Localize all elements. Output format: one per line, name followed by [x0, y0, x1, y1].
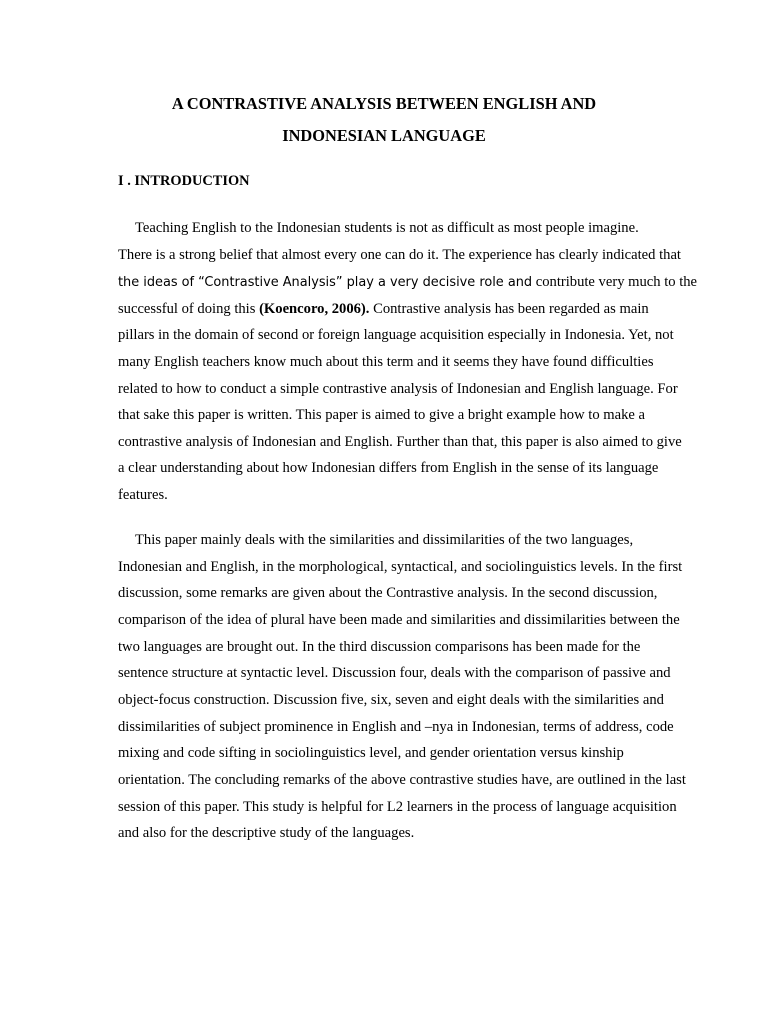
text-line: related to how to conduct a simple contrastive analysis of Indonesian and English language. For: [118, 381, 678, 397]
citation: (Koencoro, 2006).: [259, 301, 370, 317]
text-run: Contrastive analysis has been regarded as main: [369, 301, 649, 317]
text-line: [118, 273, 697, 292]
text-line: and also for the descriptive study of the languages.: [118, 825, 415, 841]
text-line: discussion, some remarks are given about the Contrastive analysis. In the second discussion,: [118, 585, 658, 601]
text-line: features.: [118, 487, 168, 503]
document-title-line-1: A CONTRASTIVE ANALYSIS BETWEEN ENGLISH AND: [171, 94, 597, 113]
text-line: two languages are brought out. In the third discussion comparisons has been made for the: [118, 639, 641, 655]
text-line: contrastive analysis of Indonesian and English. Further than that, this paper is also aimed to give: [118, 434, 682, 450]
text-line: sentence structure at syntactic level. Discussion four, deals with the comparison of passive and: [118, 665, 671, 681]
text-line: dissimilarities of subject prominence in English and –nya in Indonesian, terms of address, code: [118, 719, 674, 735]
text-line: There is a strong belief that almost every one can do it. The experience has clearly indicated that: [118, 247, 681, 263]
text-line: orientation. The concluding remarks of the above contrastive studies have, are outlined in the last: [118, 772, 686, 788]
text-line: session of this paper. This study is helpful for L2 learners in the process of language acquisition: [118, 799, 677, 815]
text-run: contribute very much to the: [532, 274, 698, 290]
text-line: Teaching English to the Indonesian students is not as difficult as most people imagine.: [135, 220, 639, 236]
text-line: that sake this paper is written. This paper is aimed to give a bright example how to make a: [118, 407, 645, 423]
text-line: mixing and code sifting in sociolinguistics level, and gender orientation versus kinship: [118, 745, 624, 761]
document-title-line-2: INDONESIAN LANGUAGE: [282, 126, 486, 145]
text-line: [118, 300, 649, 318]
text-line: many English teachers know much about this term and it seems they have found difficulties: [118, 354, 654, 370]
section-heading-introduction: I . INTRODUCTION: [118, 173, 250, 189]
text-line: comparison of the idea of plural have been made and similarities and dissimilarities between the: [118, 612, 680, 628]
text-line: pillars in the domain of second or foreign language acquisition especially in Indonesia. Yet, not: [118, 327, 674, 343]
text-line: object-focus construction. Discussion five, six, seven and eight deals with the similarities and: [118, 692, 664, 708]
text-line: a clear understanding about how Indonesian differs from English in the sense of its language: [118, 460, 659, 476]
text-line: This paper mainly deals with the similarities and dissimilarities of the two languages,: [135, 532, 634, 548]
text-run-sans: the ideas of “Contrastive Analysis” play a very decisive role and: [118, 275, 533, 290]
text-run: successful of doing this: [118, 301, 260, 317]
text-line: Indonesian and English, in the morphological, syntactical, and sociolinguistics levels. In the first: [118, 559, 683, 575]
